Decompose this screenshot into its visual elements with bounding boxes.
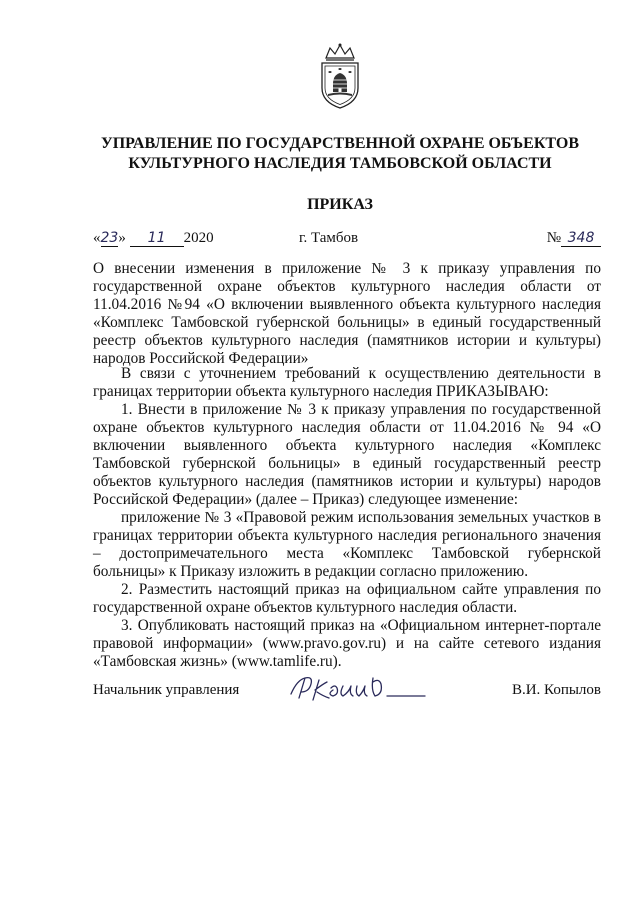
city: г. Тамбов [299, 230, 359, 246]
order-title: ПРИКАЗ [307, 196, 373, 213]
order-subject: О внесении изменения в приложение № 3 к приказу управления по государственной охране объектов культурного наследия области от 11.04.2016 №94 «О включении выявленного объекта культурного наследия «Комплекс Тамбовской губернской больницы» в единый государственный реестр объектов культурного наследия (памятников истории и культуры) народов Российской Федерации» [93, 260, 601, 367]
agency-name-line-2: КУЛЬТУРНОГО НАСЛЕДИЯ ТАМБОВСКОЙ ОБЛАСТИ [128, 155, 552, 172]
agency-name [80, 134, 600, 174]
agency-name-line-1: УПРАВЛЕНИЕ ПО ГОСУДАРСТВЕННОЙ ОХРАНЕ ОБЪЕКТОВ [100, 135, 579, 152]
clause-1-paragraph: 1. Внести в приложение № 3 к приказу управления по государственной охране объектов культурного наследия области от 11.04.2016 № 94 «О включении выявленного объекта культурного наследия «Комплекс Тамбовской губернской больницы» в единый государственный реестр объектов культурного наследия (памятников истории и культуры) народов Российской Федерации» (далее – Приказ) следующее изменение: [93, 401, 601, 508]
order-date [93, 230, 214, 247]
order-number [547, 230, 601, 247]
order-body [93, 365, 601, 671]
preamble-paragraph: В связи с уточнением требований к осуществлению деятельности в границах территории объекта культурного наследия ПРИКАЗЫВАЮ: [93, 365, 601, 400]
number-value: 348 [561, 230, 601, 247]
date-open-quote: « [93, 230, 101, 246]
date-year: 2020 [183, 230, 214, 246]
clause-1-amendment-paragraph: приложение № 3 «Правовой режим использования земельных участков в границах территории объекта культурного наследия регионального значения – достопримечательного места «Комплекс Тамбовской губернской больницы» к Приказу изложить в редакции согласно приложению. [93, 509, 601, 580]
signature-block [93, 672, 601, 712]
signatory-position: Начальник управления [93, 682, 240, 698]
date-day: 23 [100, 230, 119, 246]
date-month: 11 [130, 230, 184, 247]
clause-2-paragraph: 2. Разместить настоящий приказ на официальном сайте управления по государственной охране объектов культурного наследия области. [93, 581, 601, 616]
signatory-name: В.И. Копылов [511, 682, 601, 698]
handwritten-signature [283, 672, 433, 706]
date-close-quote: » [118, 230, 126, 246]
coat-of-arms-icon [316, 42, 364, 110]
clause-3-paragraph: 3. Опубликовать настоящий приказ на «Официальном интернет-портале правовой информации» (www.pravo.gov.ru) и на сайте сетевого издания «Тамбовская жизнь» (www.tamlife.ru). [93, 617, 601, 670]
date-number-row [93, 230, 601, 252]
number-label: № [546, 230, 561, 246]
